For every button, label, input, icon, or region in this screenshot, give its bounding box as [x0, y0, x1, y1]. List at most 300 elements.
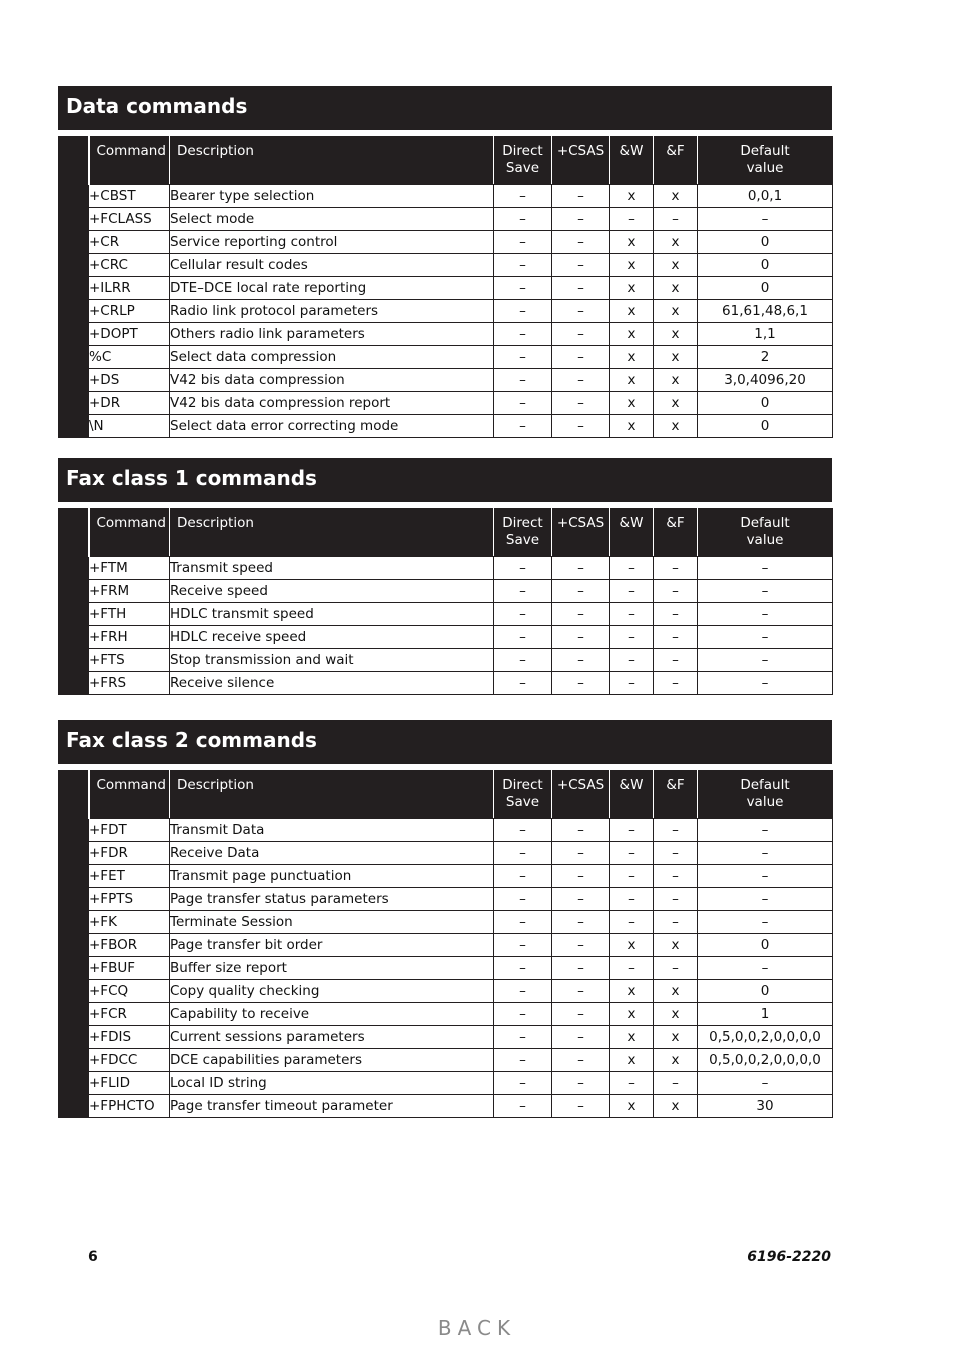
csas-cell: – [552, 254, 610, 277]
default-value-cell: – [698, 842, 833, 865]
w-cell: – [610, 842, 654, 865]
default-value-cell: – [698, 865, 833, 888]
row-marker [59, 1026, 89, 1049]
default-value-cell: 0,5,0,0,2,0,0,0,0 [698, 1026, 833, 1049]
header-default-value: Default value [698, 137, 833, 185]
description-cell: Cellular result codes [170, 254, 494, 277]
w-cell: x [610, 415, 654, 438]
direct-save-cell: – [494, 603, 552, 626]
csas-cell: – [552, 626, 610, 649]
row-marker [59, 415, 89, 438]
table-row [59, 208, 833, 231]
direct-save-cell: – [494, 185, 552, 208]
row-marker [59, 1072, 89, 1095]
default-value-cell: – [698, 603, 833, 626]
row-marker [59, 911, 89, 934]
command-cell: +FTS [89, 649, 170, 672]
command-cell: +CRLP [89, 300, 170, 323]
row-marker [59, 1095, 89, 1118]
f-cell: x [654, 231, 698, 254]
f-cell: x [654, 1049, 698, 1072]
direct-save-cell: – [494, 323, 552, 346]
header-direct-save: Direct Save [494, 509, 552, 557]
header-marker [59, 771, 89, 819]
command-cell: +FET [89, 865, 170, 888]
w-cell: x [610, 369, 654, 392]
description-cell: Page transfer status parameters [170, 888, 494, 911]
csas-cell: – [552, 415, 610, 438]
f-cell: – [654, 649, 698, 672]
description-cell: Copy quality checking [170, 980, 494, 1003]
row-marker [59, 392, 89, 415]
csas-cell: – [552, 231, 610, 254]
csas-cell: – [552, 649, 610, 672]
f-cell: x [654, 1003, 698, 1026]
command-cell: +FPTS [89, 888, 170, 911]
w-cell: x [610, 980, 654, 1003]
direct-save-cell: – [494, 980, 552, 1003]
csas-cell: – [552, 1026, 610, 1049]
command-cell: +FTH [89, 603, 170, 626]
description-cell: Page transfer timeout parameter [170, 1095, 494, 1118]
f-cell: x [654, 1095, 698, 1118]
row-marker [59, 603, 89, 626]
default-value-cell: 61,61,48,6,1 [698, 300, 833, 323]
csas-cell: – [552, 346, 610, 369]
w-cell: x [610, 1095, 654, 1118]
row-marker [59, 277, 89, 300]
command-cell: +FLID [89, 1072, 170, 1095]
command-cell: +DOPT [89, 323, 170, 346]
header-command: Command [89, 771, 170, 819]
csas-cell: – [552, 842, 610, 865]
description-cell: Receive silence [170, 672, 494, 695]
table-row [59, 911, 833, 934]
table-row [59, 415, 833, 438]
command-cell: +FTM [89, 557, 170, 580]
direct-save-cell: – [494, 580, 552, 603]
csas-cell: – [552, 672, 610, 695]
row-marker [59, 346, 89, 369]
w-cell: – [610, 957, 654, 980]
description-cell: Current sessions parameters [170, 1026, 494, 1049]
default-value-cell: 0,5,0,0,2,0,0,0,0 [698, 1049, 833, 1072]
table-row [59, 980, 833, 1003]
f-cell: – [654, 911, 698, 934]
default-value-cell: 1 [698, 1003, 833, 1026]
f-cell: – [654, 580, 698, 603]
row-marker [59, 1049, 89, 1072]
default-value-cell: 0 [698, 277, 833, 300]
default-value-cell: – [698, 557, 833, 580]
default-value-cell: 0 [698, 980, 833, 1003]
w-cell: – [610, 208, 654, 231]
default-value-cell: – [698, 911, 833, 934]
table-row [59, 842, 833, 865]
table-row [59, 557, 833, 580]
description-cell: Receive speed [170, 580, 494, 603]
header-w: &W [610, 509, 654, 557]
table-row [59, 277, 833, 300]
direct-save-cell: – [494, 300, 552, 323]
row-marker [59, 980, 89, 1003]
f-cell: x [654, 415, 698, 438]
header-direct-save: Direct Save [494, 771, 552, 819]
direct-save-cell: – [494, 1072, 552, 1095]
page-number: 6 [88, 1249, 98, 1265]
command-section [58, 86, 832, 438]
header-w: &W [610, 137, 654, 185]
table-row [59, 1026, 833, 1049]
table-row [59, 231, 833, 254]
csas-cell: – [552, 1049, 610, 1072]
default-value-cell: 30 [698, 1095, 833, 1118]
direct-save-cell: – [494, 819, 552, 842]
command-cell: +CR [89, 231, 170, 254]
direct-save-cell: – [494, 1049, 552, 1072]
row-marker [59, 208, 89, 231]
default-value-cell: – [698, 957, 833, 980]
header-default-value: Default value [698, 771, 833, 819]
f-cell: x [654, 392, 698, 415]
default-value-cell: 0 [698, 392, 833, 415]
command-cell: +FDT [89, 819, 170, 842]
direct-save-cell: – [494, 231, 552, 254]
csas-cell: – [552, 277, 610, 300]
f-cell: – [654, 819, 698, 842]
row-marker [59, 649, 89, 672]
command-cell: +ILRR [89, 277, 170, 300]
row-marker [59, 1003, 89, 1026]
header-description: Description [170, 137, 494, 185]
description-cell: Capability to receive [170, 1003, 494, 1026]
description-cell: Page transfer bit order [170, 934, 494, 957]
w-cell: – [610, 580, 654, 603]
default-value-cell: – [698, 819, 833, 842]
direct-save-cell: – [494, 346, 552, 369]
table-row [59, 957, 833, 980]
row-marker [59, 888, 89, 911]
f-cell: x [654, 980, 698, 1003]
direct-save-cell: – [494, 911, 552, 934]
default-value-cell: 0 [698, 231, 833, 254]
table-row [59, 626, 833, 649]
header-csas: +CSAS [552, 509, 610, 557]
document-number: 6196-2220 [747, 1249, 831, 1265]
description-cell: V42 bis data compression report [170, 392, 494, 415]
csas-cell: – [552, 1095, 610, 1118]
default-value-cell: – [698, 208, 833, 231]
direct-save-cell: – [494, 254, 552, 277]
command-cell: +FCR [89, 1003, 170, 1026]
description-cell: Select data compression [170, 346, 494, 369]
f-cell: x [654, 369, 698, 392]
table-row [59, 603, 833, 626]
table-row [59, 1095, 833, 1118]
command-cell: \N [89, 415, 170, 438]
f-cell: – [654, 842, 698, 865]
f-cell: – [654, 957, 698, 980]
row-marker [59, 672, 89, 695]
direct-save-cell: – [494, 277, 552, 300]
row-marker [59, 254, 89, 277]
f-cell: x [654, 934, 698, 957]
command-section [58, 720, 832, 1118]
description-cell: Stop transmission and wait [170, 649, 494, 672]
row-marker [59, 231, 89, 254]
table-header-row [59, 771, 833, 819]
direct-save-cell: – [494, 865, 552, 888]
direct-save-cell: – [494, 557, 552, 580]
row-marker [59, 626, 89, 649]
table-row [59, 254, 833, 277]
f-cell: x [654, 277, 698, 300]
description-cell: HDLC transmit speed [170, 603, 494, 626]
command-cell: +DR [89, 392, 170, 415]
header-command: Command [89, 137, 170, 185]
csas-cell: – [552, 819, 610, 842]
w-cell: x [610, 1003, 654, 1026]
header-marker [59, 137, 89, 185]
header-command: Command [89, 509, 170, 557]
w-cell: – [610, 603, 654, 626]
table-row [59, 323, 833, 346]
csas-cell: – [552, 603, 610, 626]
csas-cell: – [552, 980, 610, 1003]
f-cell: – [654, 208, 698, 231]
csas-cell: – [552, 300, 610, 323]
f-cell: x [654, 323, 698, 346]
row-marker [59, 557, 89, 580]
w-cell: x [610, 1026, 654, 1049]
command-cell: +FRS [89, 672, 170, 695]
default-value-cell: 0 [698, 934, 833, 957]
csas-cell: – [552, 323, 610, 346]
description-cell: V42 bis data compression [170, 369, 494, 392]
default-value-cell: 2 [698, 346, 833, 369]
command-cell: +FBUF [89, 957, 170, 980]
default-value-cell: 0 [698, 254, 833, 277]
header-description: Description [170, 509, 494, 557]
table-row [59, 865, 833, 888]
default-value-cell: 0,0,1 [698, 185, 833, 208]
f-cell: x [654, 346, 698, 369]
direct-save-cell: – [494, 369, 552, 392]
table-header-row [59, 137, 833, 185]
header-f: &F [654, 771, 698, 819]
w-cell: – [610, 1072, 654, 1095]
direct-save-cell: – [494, 415, 552, 438]
table-row [59, 392, 833, 415]
description-cell: Transmit Data [170, 819, 494, 842]
command-cell: +FRM [89, 580, 170, 603]
direct-save-cell: – [494, 957, 552, 980]
w-cell: – [610, 626, 654, 649]
command-section [58, 458, 832, 695]
command-cell: +FPHCTO [89, 1095, 170, 1118]
table-row [59, 300, 833, 323]
f-cell: – [654, 626, 698, 649]
command-table [58, 770, 833, 1118]
description-cell: Others radio link parameters [170, 323, 494, 346]
direct-save-cell: – [494, 672, 552, 695]
command-cell: +CBST [89, 185, 170, 208]
command-cell: +FCLASS [89, 208, 170, 231]
row-marker [59, 323, 89, 346]
table-row [59, 1072, 833, 1095]
command-cell: +DS [89, 369, 170, 392]
w-cell: – [610, 888, 654, 911]
description-cell: Local ID string [170, 1072, 494, 1095]
row-marker [59, 580, 89, 603]
w-cell: x [610, 392, 654, 415]
command-cell: +CRC [89, 254, 170, 277]
default-value-cell: – [698, 1072, 833, 1095]
description-cell: Bearer type selection [170, 185, 494, 208]
default-value-cell: 1,1 [698, 323, 833, 346]
command-cell: %C [89, 346, 170, 369]
direct-save-cell: – [494, 1095, 552, 1118]
header-f: &F [654, 137, 698, 185]
row-marker [59, 300, 89, 323]
table-row [59, 649, 833, 672]
section-title: Fax class 2 commands [58, 720, 832, 764]
section-title: Data commands [58, 86, 832, 130]
f-cell: – [654, 888, 698, 911]
back-button[interactable]: BACK [437, 1316, 517, 1340]
description-cell: Radio link protocol parameters [170, 300, 494, 323]
description-cell: Buffer size report [170, 957, 494, 980]
row-marker [59, 934, 89, 957]
row-marker [59, 842, 89, 865]
w-cell: – [610, 557, 654, 580]
description-cell: DTE–DCE local rate reporting [170, 277, 494, 300]
w-cell: x [610, 1049, 654, 1072]
header-w: &W [610, 771, 654, 819]
table-row [59, 185, 833, 208]
description-cell: Transmit page punctuation [170, 865, 494, 888]
command-cell: +FCQ [89, 980, 170, 1003]
direct-save-cell: – [494, 1026, 552, 1049]
table-row [59, 1003, 833, 1026]
default-value-cell: – [698, 649, 833, 672]
w-cell: – [610, 911, 654, 934]
row-marker [59, 369, 89, 392]
direct-save-cell: – [494, 842, 552, 865]
description-cell: Select data error correcting mode [170, 415, 494, 438]
csas-cell: – [552, 208, 610, 231]
default-value-cell: 3,0,4096,20 [698, 369, 833, 392]
command-cell: +FK [89, 911, 170, 934]
header-f: &F [654, 509, 698, 557]
header-csas: +CSAS [552, 771, 610, 819]
table-row [59, 934, 833, 957]
w-cell: – [610, 865, 654, 888]
description-cell: DCE capabilities parameters [170, 1049, 494, 1072]
direct-save-cell: – [494, 1003, 552, 1026]
description-cell: Select mode [170, 208, 494, 231]
command-cell: +FDIS [89, 1026, 170, 1049]
w-cell: x [610, 934, 654, 957]
table-row [59, 369, 833, 392]
header-direct-save: Direct Save [494, 137, 552, 185]
table-row [59, 672, 833, 695]
table-row [59, 819, 833, 842]
csas-cell: – [552, 185, 610, 208]
default-value-cell: – [698, 672, 833, 695]
w-cell: x [610, 254, 654, 277]
csas-cell: – [552, 580, 610, 603]
direct-save-cell: – [494, 626, 552, 649]
f-cell: x [654, 300, 698, 323]
direct-save-cell: – [494, 649, 552, 672]
description-cell: Transmit speed [170, 557, 494, 580]
w-cell: x [610, 323, 654, 346]
direct-save-cell: – [494, 208, 552, 231]
f-cell: x [654, 254, 698, 277]
csas-cell: – [552, 934, 610, 957]
table-header-row [59, 509, 833, 557]
f-cell: x [654, 1026, 698, 1049]
header-csas: +CSAS [552, 137, 610, 185]
csas-cell: – [552, 392, 610, 415]
csas-cell: – [552, 557, 610, 580]
direct-save-cell: – [494, 392, 552, 415]
command-cell: +FDCC [89, 1049, 170, 1072]
table-row [59, 888, 833, 911]
description-cell: HDLC receive speed [170, 626, 494, 649]
w-cell: – [610, 672, 654, 695]
direct-save-cell: – [494, 934, 552, 957]
csas-cell: – [552, 911, 610, 934]
header-marker [59, 509, 89, 557]
description-cell: Terminate Session [170, 911, 494, 934]
f-cell: – [654, 557, 698, 580]
table-row [59, 346, 833, 369]
section-title: Fax class 1 commands [58, 458, 832, 502]
command-cell: +FDR [89, 842, 170, 865]
csas-cell: – [552, 888, 610, 911]
command-cell: +FRH [89, 626, 170, 649]
row-marker [59, 865, 89, 888]
header-description: Description [170, 771, 494, 819]
table-row [59, 580, 833, 603]
csas-cell: – [552, 1072, 610, 1095]
csas-cell: – [552, 369, 610, 392]
w-cell: – [610, 819, 654, 842]
command-table [58, 136, 833, 438]
f-cell: – [654, 865, 698, 888]
w-cell: x [610, 300, 654, 323]
f-cell: – [654, 1072, 698, 1095]
f-cell: x [654, 185, 698, 208]
direct-save-cell: – [494, 888, 552, 911]
csas-cell: – [552, 865, 610, 888]
f-cell: – [654, 603, 698, 626]
f-cell: – [654, 672, 698, 695]
row-marker [59, 957, 89, 980]
header-default-value: Default value [698, 509, 833, 557]
command-table [58, 508, 833, 695]
row-marker [59, 185, 89, 208]
description-cell: Receive Data [170, 842, 494, 865]
w-cell: x [610, 346, 654, 369]
default-value-cell: – [698, 888, 833, 911]
default-value-cell: 0 [698, 415, 833, 438]
default-value-cell: – [698, 580, 833, 603]
csas-cell: – [552, 957, 610, 980]
command-cell: +FBOR [89, 934, 170, 957]
